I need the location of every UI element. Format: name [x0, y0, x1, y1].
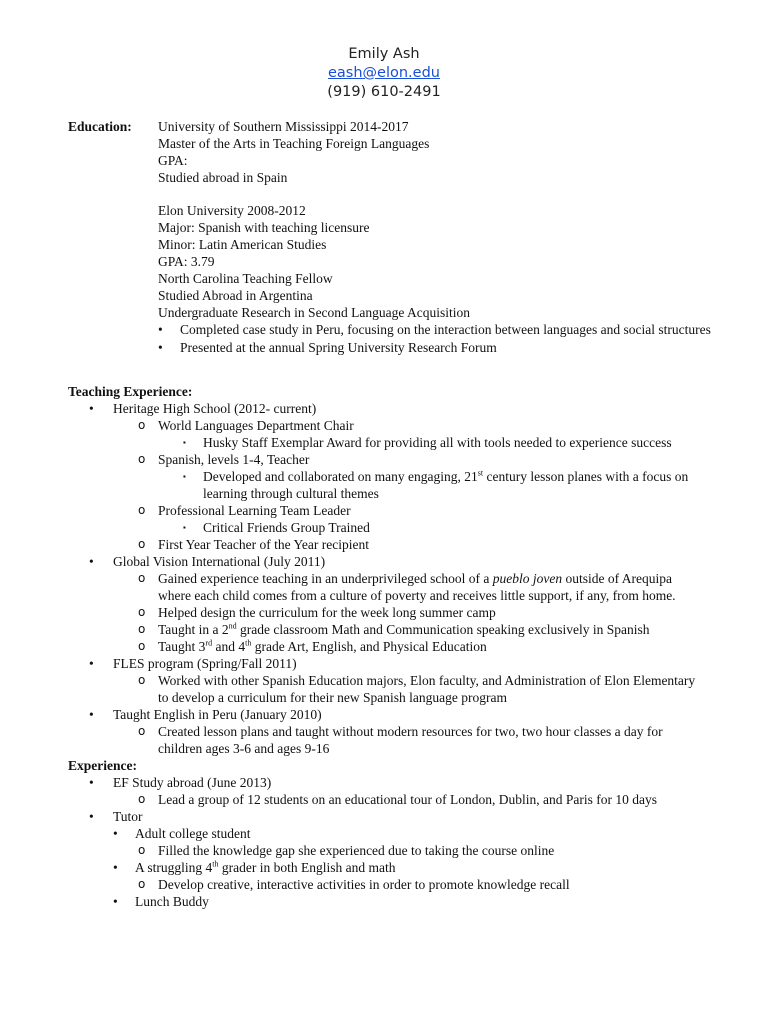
list-item: • Presented at the annual Spring University Research Forum: [158, 340, 497, 355]
education-section: [158, 118, 718, 356]
circle-marker: o: [138, 418, 146, 432]
usm-school: University of Southern Mississippi 2014-2017: [158, 119, 409, 134]
elon-minor: Minor: Latin American Studies: [158, 237, 327, 252]
circle-marker: o: [138, 537, 146, 551]
circle-marker: o: [138, 452, 146, 466]
list-item: o Helped design the curriculum for the week long summer camp: [138, 605, 496, 620]
usm-degree: Master of the Arts in Teaching Foreign Languages: [158, 136, 430, 151]
list-item: o Lead a group of 12 students on an educational tour of London, Dublin, and Paris for 10 days: [138, 792, 658, 807]
square-marker: ▪: [183, 523, 186, 532]
circle-marker: o: [138, 792, 146, 806]
list-item: ▪ Developed and collaborated on many engaging, 21st century lesson planes with a focus on learning through cultural themes: [183, 468, 689, 501]
circle-marker: o: [138, 605, 146, 619]
bullet-marker: •: [89, 775, 94, 790]
bullet-marker: •: [158, 322, 163, 337]
list-item: • Global Vision International (July 2011): [89, 554, 326, 569]
bullet-marker: •: [89, 554, 94, 569]
bullet-marker: •: [89, 707, 94, 722]
bullet-marker: •: [113, 826, 118, 841]
circle-marker: o: [138, 724, 146, 738]
list-item: ▪ Critical Friends Group Trained: [183, 520, 370, 535]
list-item: o World Languages Department Chair: [138, 418, 354, 433]
list-item: o Professional Learning Team Leader: [138, 503, 351, 518]
circle-marker: o: [138, 843, 146, 857]
list-item: • Taught English in Peru (January 2010): [89, 707, 322, 722]
list-item: • EF Study abroad (June 2013): [89, 775, 272, 790]
bullet-marker: •: [89, 809, 94, 824]
list-item: • Tutor: [89, 809, 143, 824]
elon-major: Major: Spanish with teaching licensure: [158, 220, 370, 235]
circle-marker: o: [138, 673, 146, 687]
list-item: • FLES program (Spring/Fall 2011): [89, 656, 297, 671]
list-item: o Taught in a 2nd grade classroom Math and Communication speaking exclusively in Spanish: [138, 621, 650, 637]
applicant-name: Emily Ash: [348, 46, 420, 62]
usm-abroad: Studied abroad in Spain: [158, 170, 288, 185]
bullet-marker: •: [113, 860, 118, 875]
elon-abroad: Studied Abroad in Argentina: [158, 288, 313, 303]
list-item: o Develop creative, interactive activities in order to promote knowledge recall: [138, 877, 570, 892]
section-title: Teaching Experience:: [68, 384, 193, 399]
circle-marker: o: [138, 877, 146, 891]
list-item: ▪ Husky Staff Exemplar Award for providing all with tools needed to experience success: [183, 435, 672, 450]
education-label: Education:: [68, 119, 132, 134]
section-title: Experience:: [68, 758, 137, 773]
list-item: • Lunch Buddy: [113, 894, 209, 909]
list-item: o Filled the knowledge gap she experienced due to taking the course online: [138, 843, 555, 858]
bullet-marker: •: [89, 656, 94, 671]
resume-header: [0, 45, 768, 102]
list-item: o Taught 3rd and 4th grade Art, English, and Physical Education: [138, 638, 487, 654]
phone-number: (919) 610-2491: [327, 84, 441, 100]
list-item: • Completed case study in Peru, focusing on the interaction between languages and social structures: [158, 322, 711, 337]
elon-fellow: North Carolina Teaching Fellow: [158, 271, 333, 286]
elon-school: Elon University 2008-2012: [158, 203, 306, 218]
list-item: • A struggling 4th grader in both English and math: [113, 859, 396, 875]
list-item: o First Year Teacher of the Year recipient: [138, 537, 369, 552]
list-item: o Worked with other Spanish Education majors, Elon faculty, and Administration of Elon Elementary to develop a curriculum for their new Spanish language program: [138, 673, 696, 705]
square-marker: ▪: [183, 438, 186, 447]
list-item: o Created lesson plans and taught without modern resources for two, two hour classes a day for children ages 3-6 and ages 9-16: [138, 724, 663, 756]
elon-gpa: GPA: 3.79: [158, 254, 215, 269]
list-item: o Gained experience teaching in an underprivileged school of a pueblo joven outside of Arequipa where each child comes from a culture of poverty and receives little support, if any, from home.: [138, 571, 676, 603]
list-item: • Heritage High School (2012- current): [89, 401, 317, 416]
bullet-marker: •: [89, 401, 94, 416]
square-marker: ▪: [183, 472, 186, 481]
bullet-marker: •: [113, 894, 118, 909]
circle-marker: o: [138, 622, 146, 636]
elon-research: Undergraduate Research in Second Language Acquisition: [158, 305, 471, 320]
bullet-marker: •: [158, 340, 163, 355]
email-link[interactable]: eash@elon.edu: [328, 65, 440, 81]
circle-marker: o: [138, 639, 146, 653]
usm-gpa: GPA:: [158, 153, 188, 168]
list-item: • Adult college student: [113, 826, 251, 841]
teaching-section: [68, 383, 708, 910]
circle-marker: o: [138, 503, 146, 517]
list-item: o Spanish, levels 1-4, Teacher: [138, 452, 310, 467]
circle-marker: o: [138, 571, 146, 585]
